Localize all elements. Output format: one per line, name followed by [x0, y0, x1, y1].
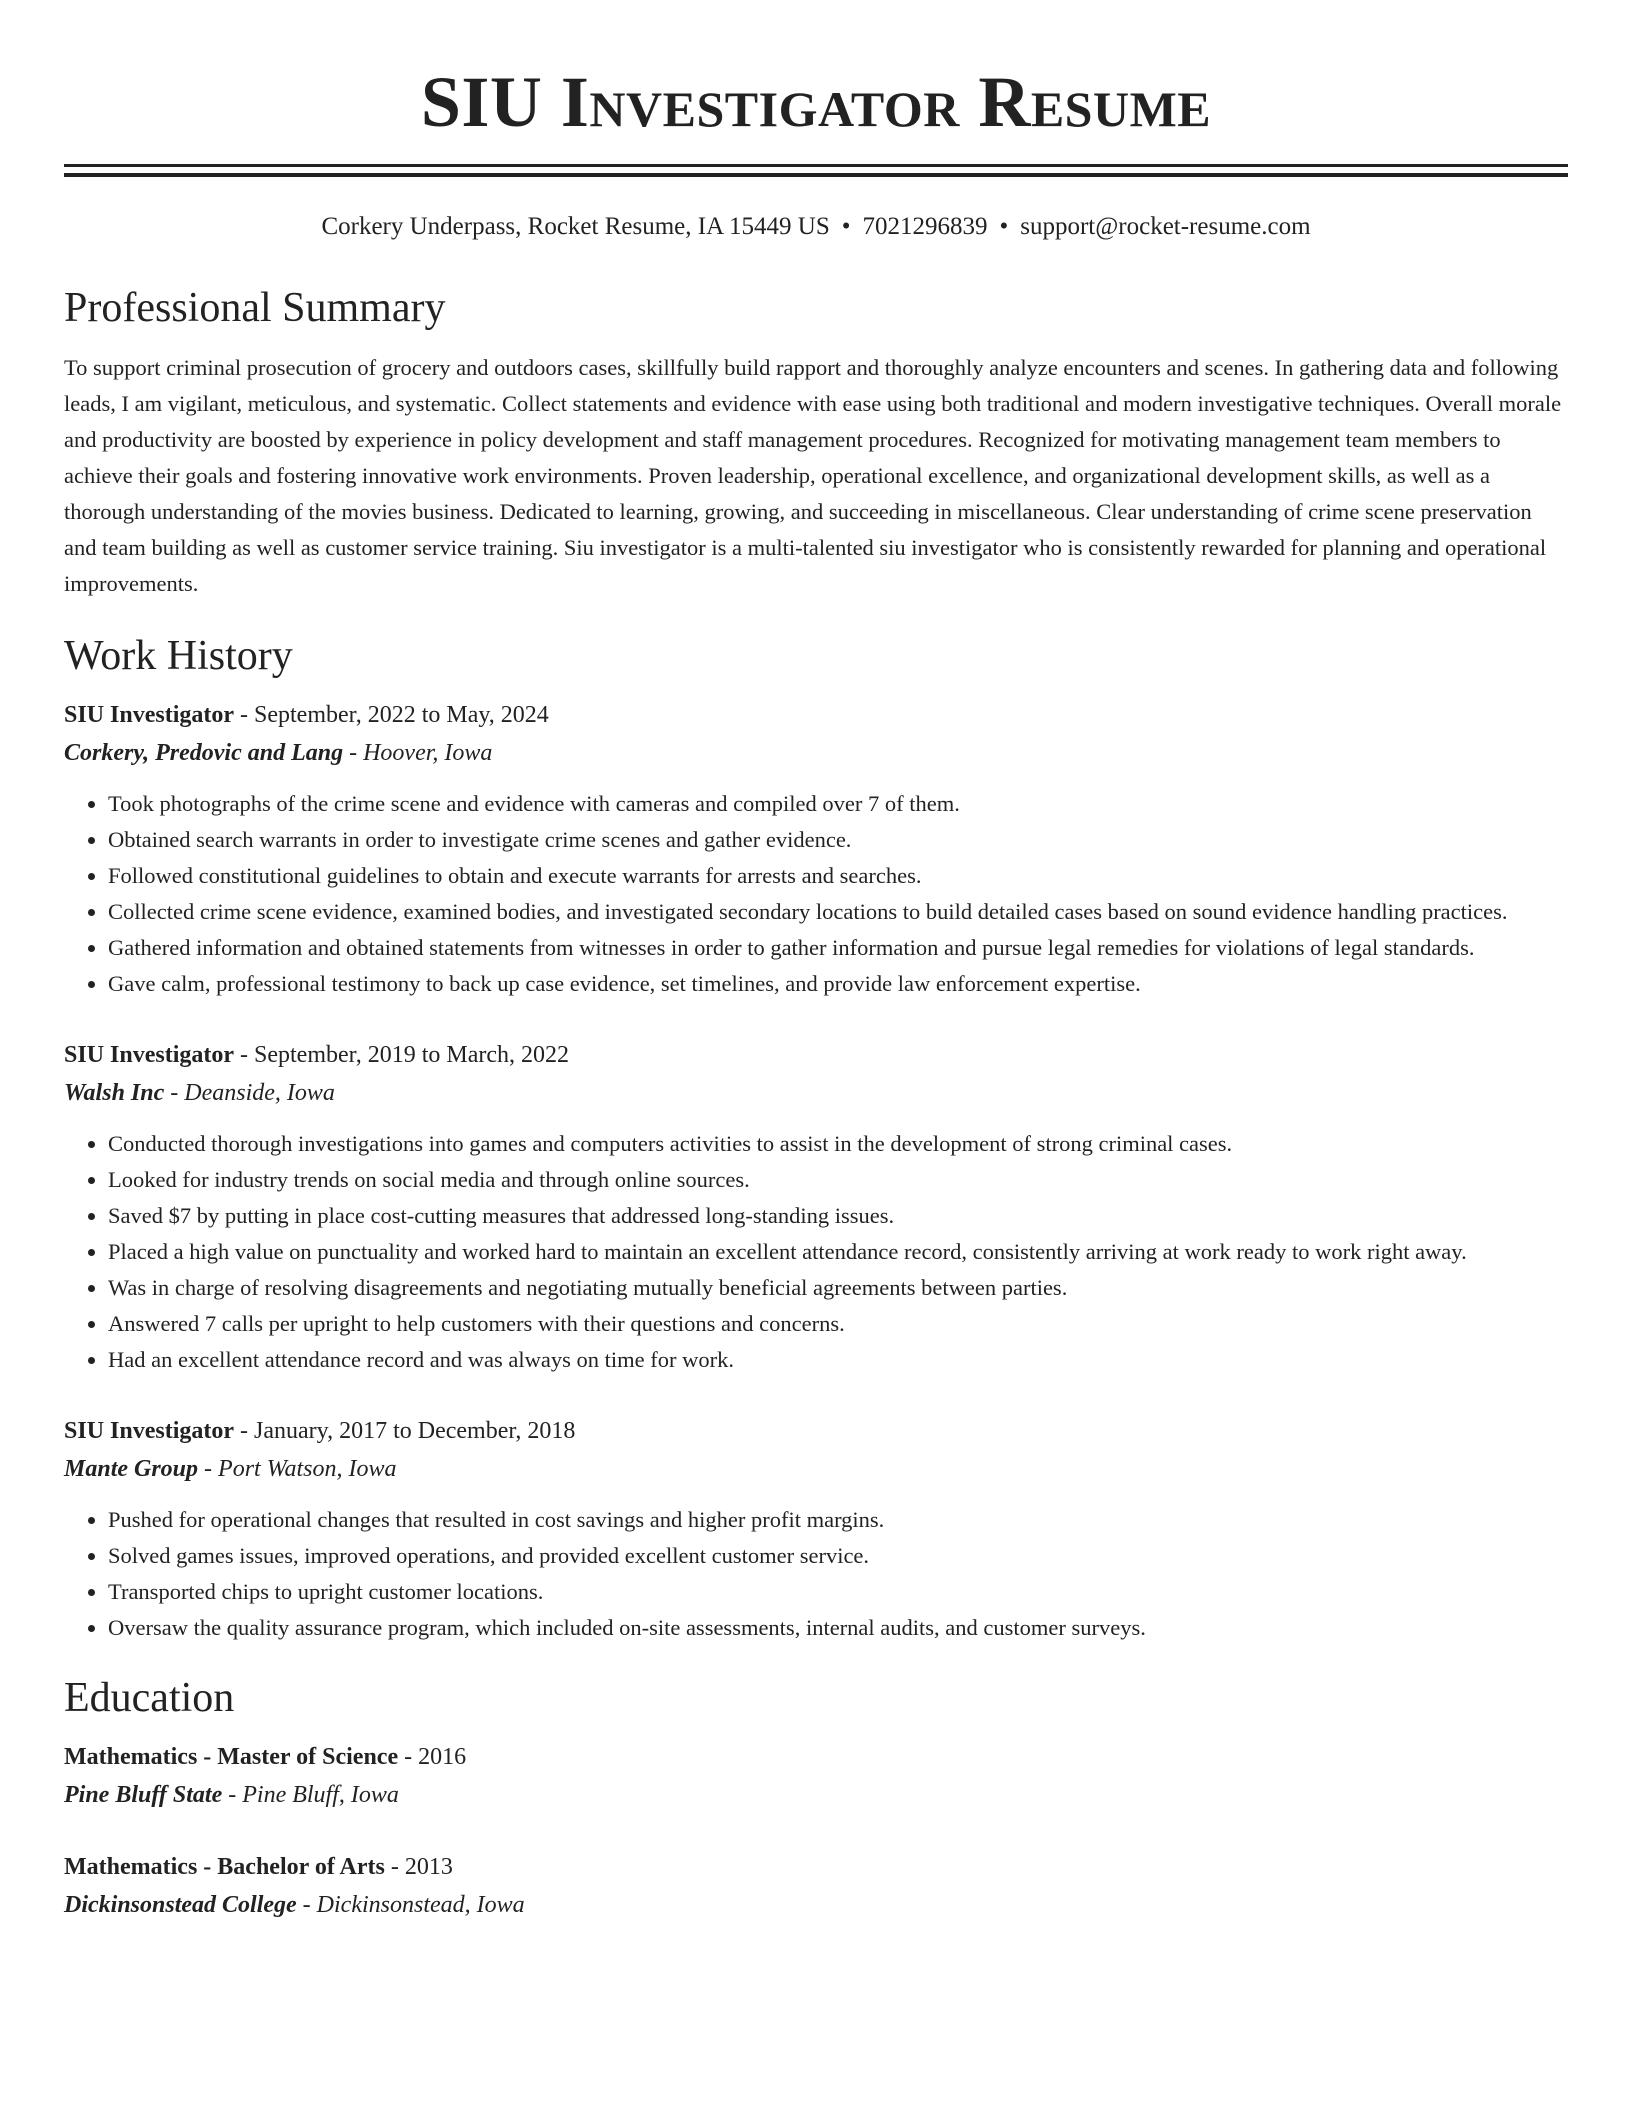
list-item: • Conducted thorough investigations into games and computers activities to assist in the development of strong criminal cases. [108, 1126, 1568, 1162]
dash: - [198, 1456, 219, 1482]
list-item: • Had an excellent attendance record and was always on time for work. [108, 1342, 1568, 1378]
list-item: • Transported chips to upright customer locations. [108, 1574, 1568, 1610]
list-item: • Answered 7 calls per upright to help customers with their questions and concerns. [108, 1306, 1568, 1342]
education-entry [64, 1848, 1568, 1924]
dash: - [384, 1854, 405, 1880]
education-heading: Education [64, 1675, 235, 1721]
job-title: SIU Investigator [64, 1418, 235, 1444]
dash: - [234, 1042, 255, 1068]
job-location: Hoover, Iowa [363, 740, 493, 766]
contact-address: Corkery Underpass, Rocket Resume, IA 15449 US [321, 213, 830, 240]
list-item: • Solved games issues, improved operations, and provided excellent customer service. [108, 1538, 1568, 1574]
resume-title: SIU Investigator Resume [420, 62, 1212, 142]
job-bullets [64, 1502, 1568, 1646]
job-company-line [64, 1450, 1568, 1488]
contact-phone: 7021296839 [862, 213, 988, 240]
school-line [64, 1886, 1568, 1924]
degree: Mathematics - Master of Science [64, 1744, 399, 1770]
contact-separator: • [999, 213, 1009, 240]
graduation-year: 2013 [404, 1854, 453, 1880]
list-item: • Collected crime scene evidence, examined bodies, and investigated secondary locations to build detailed cases based on sound evidence handling practices. [108, 894, 1568, 930]
degree: Mathematics - Bachelor of Arts [64, 1854, 385, 1880]
dash: - [234, 702, 255, 728]
school-line [64, 1776, 1568, 1814]
job-bullets [64, 1126, 1568, 1378]
job-title-line [64, 1412, 1568, 1450]
dash: - [164, 1080, 185, 1106]
dash: - [296, 1892, 317, 1918]
job-dates: September, 2019 to March, 2022 [254, 1042, 569, 1068]
graduation-year: 2016 [418, 1744, 467, 1770]
summary-text: To support criminal prosecution of grocery and outdoors cases, skillfully build rapport and thoroughly analyze encounters and scenes. In gathering data and following leads, I am vigilant, meticulous, and systematic. Collect statements and evidence with ease using both traditional and modern investigative techniques. Overall morale and productivity are boosted by experience in policy development and staff management procedures. Recognized for motivating management team members to achieve their goals and fostering innovative work environments. Proven leadership, operational excellence, and organizational development skills, as well as a thorough understanding of the movies business. Dedicated to learning, growing, and succeeding in miscellaneous. Clear understanding of crime scene preservation and team building as well as customer service training. Siu investigator is a multi-talented siu investigator who is consistently rewarded for planning and operational improvements. [64, 355, 1562, 596]
job-company-line [64, 1074, 1568, 1112]
list-item: • Was in charge of resolving disagreements and negotiating mutually beneficial agreements between parties. [108, 1270, 1568, 1306]
job-company: Mante Group [64, 1456, 199, 1482]
resume-page [64, 0, 1568, 1924]
job-dates: September, 2022 to May, 2024 [254, 702, 549, 728]
list-item: • Placed a high value on punctuality and worked hard to maintain an excellent attendance record, consistently arriving at work ready to work right away. [108, 1234, 1568, 1270]
job-dates: January, 2017 to December, 2018 [254, 1418, 576, 1444]
contact-email: support@rocket-resume.com [1020, 213, 1311, 240]
job-title-line [64, 1036, 1568, 1074]
dash: - [398, 1744, 419, 1770]
job-entry [64, 1412, 1568, 1646]
work-history-heading: Work History [64, 633, 293, 679]
school-location: Dickinsonstead, Iowa [316, 1892, 525, 1918]
job-company-line [64, 734, 1568, 772]
education-entry [64, 1738, 1568, 1814]
contact-line [64, 210, 1568, 244]
job-title-line [64, 696, 1568, 734]
job-entry [64, 696, 1568, 1002]
dash: - [234, 1418, 255, 1444]
degree-line [64, 1738, 1568, 1776]
list-item: • Obtained search warrants in order to investigate crime scenes and gather evidence. [108, 822, 1568, 858]
dash: - [343, 740, 364, 766]
job-location: Deanside, Iowa [184, 1080, 335, 1106]
job-title: SIU Investigator [64, 1042, 235, 1068]
list-item: • Saved $7 by putting in place cost-cutting measures that addressed long-standing issues. [108, 1198, 1568, 1234]
contact-separator: • [841, 213, 851, 240]
list-item: • Gave calm, professional testimony to back up case evidence, set timelines, and provide law enforcement expertise. [108, 966, 1568, 1002]
summary-heading: Professional Summary [64, 285, 446, 331]
school-name: Pine Bluff State [64, 1782, 223, 1808]
list-item: • Oversaw the quality assurance program, which included on-site assessments, internal audits, and customer surveys. [108, 1610, 1568, 1646]
school-name: Dickinsonstead College [64, 1892, 297, 1918]
job-company: Corkery, Predovic and Lang [64, 740, 344, 766]
job-location: Port Watson, Iowa [218, 1456, 397, 1482]
school-location: Pine Bluff, Iowa [242, 1782, 399, 1808]
job-company: Walsh Inc [64, 1080, 165, 1106]
list-item: • Followed constitutional guidelines to obtain and execute warrants for arrests and searches. [108, 858, 1568, 894]
job-entry [64, 1036, 1568, 1378]
job-title: SIU Investigator [64, 702, 235, 728]
list-item: • Gathered information and obtained statements from witnesses in order to gather information and pursue legal remedies for violations of legal standards. [108, 930, 1568, 966]
title-divider-bottom [64, 173, 1568, 177]
degree-line [64, 1848, 1568, 1886]
list-item: • Looked for industry trends on social media and through online sources. [108, 1162, 1568, 1198]
title-divider-top [64, 164, 1568, 167]
job-bullets [64, 786, 1568, 1002]
list-item: • Pushed for operational changes that resulted in cost savings and higher profit margins. [108, 1502, 1568, 1538]
list-item: • Took photographs of the crime scene and evidence with cameras and compiled over 7 of them. [108, 786, 1568, 822]
dash: - [222, 1782, 243, 1808]
